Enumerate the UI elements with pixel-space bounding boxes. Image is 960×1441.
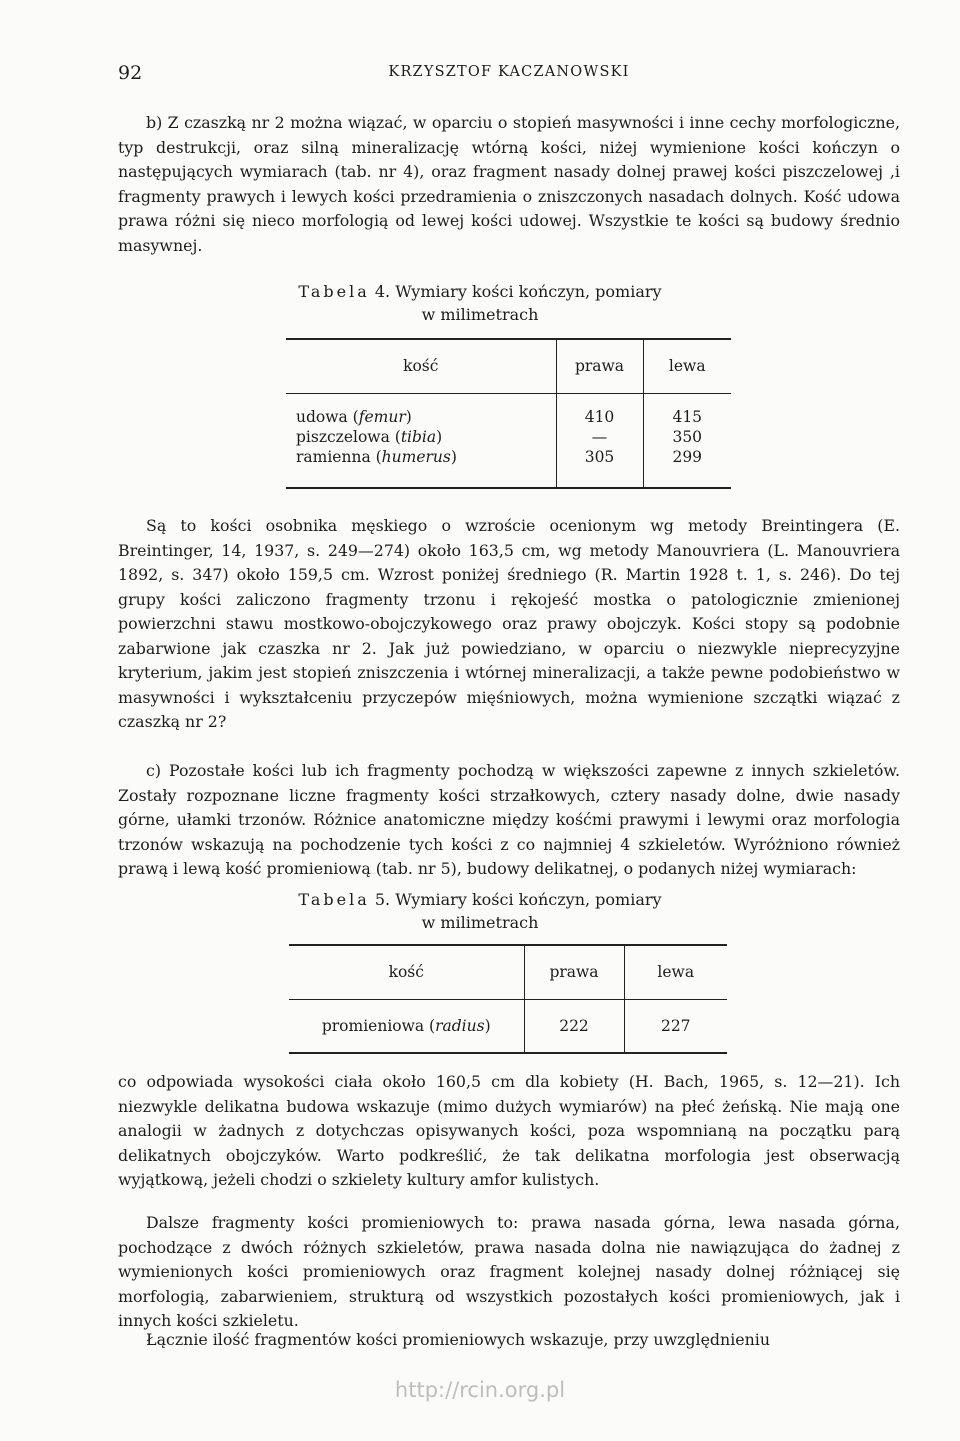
page-number: 92: [118, 62, 143, 84]
footer-url[interactable]: http://rcin.org.pl: [394, 1378, 566, 1402]
table-row: [289, 999, 727, 1053]
value-prawa: 410: [556, 393, 643, 426]
table4-caption: [0, 280, 960, 326]
paragraph-b: b) Z czaszką nr 2 można wiązać, w oparciu o stopień masywności i inne cechy morfologiczne, typ destrukcji, oraz silną mineralizację wtórną kości, niżej wymienione kości kończyn o następujących wymiarach (tab. nr 4), oraz fragment nasady dolnej prawej kości piszczelowej ,i fragmenty prawych i lewych kości przedramienia o zniszczonych nasadach dolnych. Kość udowa prawa różni się nieco morfologią od lewej kości udowej. Wszystkie te kości są budowy średnio masywnej.: [118, 113, 900, 255]
bone-latin: femur: [358, 408, 406, 426]
table-4: [286, 338, 731, 489]
page-header: [118, 62, 900, 88]
bone-latin: humerus: [381, 448, 451, 466]
table4-title: Wymiary kości kończyn, pomiary: [395, 282, 662, 301]
value-lewa: 350: [672, 428, 703, 446]
table-row: [286, 448, 731, 488]
bone-name: promieniowa: [321, 1016, 425, 1035]
table4-caption-line2: w milimetrach: [421, 305, 539, 324]
table5-header-prawa: prawa: [524, 945, 624, 999]
table5-header-lewa: lewa: [657, 963, 695, 982]
table5-label: Tabela: [298, 890, 370, 909]
paragraph-lacznie: Łącznie ilość fragmentów kości promieniowych wskazuje, przy uwzględnieniu: [146, 1330, 771, 1349]
bone-name-cell: ramienna (humerus): [286, 448, 556, 488]
value-prawa: 305: [556, 448, 643, 488]
paragraph-dalsze: Dalsze fragmenty kości promieniowych to: prawa nasada górna, lewa nasada górna, pochodzące z dwóch różnych szkieletów, prawa nasada dolna nie nawiązująca do żadnej z wymienionych kości promieniowych oraz fragment kolejnej nasady dolnej różniącej się morfologią, zabarwieniem, strukturą od wszystkich pozostałych kości promieniowych, jak i innych kości szkieletu.: [118, 1213, 900, 1330]
table4-caption-line1: [0, 280, 960, 303]
table-row: [286, 393, 731, 426]
bone-latin: radius: [435, 1016, 485, 1035]
table4-label: Tabela: [298, 282, 370, 301]
paragraph-sa: Są to kości osobnika męskiego o wzroście ocenionym wg metody Breintingera (E. Breintinger, 14, 1937, s. 249—274) około 163,5 cm, wg metody Manouvriera (L. Manouvriera 1892, s. 347) około 159,5 cm. Wzrost poniżej średniego (R. Martin 1928 t. 1, s. 246). Do tej grupy kości zaliczono fragmenty trzonu i rękojeść mostka o patologicznie zmienionej powierzchni stawu mostkowo-obojczykowego oraz prawy obojczyk. Kości stopy są podobnie zabarwione jak czaszka nr 2. Jak już powiedziano, w oparciu o niezwykle nieprecyzyjne kryterium, jakim jest stopień zniszczenia i wtórnej mineralizacji, a także pewne podobieństwo w masywności i wykształceniu przyczepów mięśniowych, można wymienione szczątki wiązać z czaszką nr 2?: [118, 516, 900, 731]
table4-header-lewa: lewa: [668, 357, 706, 376]
table5-number: 5.: [374, 890, 391, 909]
value-prawa: —: [556, 426, 643, 448]
bone-name-cell: promieniowa (radius): [289, 999, 524, 1053]
paragraph-c: c) Pozostałe kości lub ich fragmenty pochodzą w większości zapewne z innych szkieletów. Zostały rozpoznane liczne fragmenty kości strzałkowych, cztery nasady dolne, dwie nasady górne, ułamki trzonów. Różnice anatomiczne między kośćmi prawymi i lewymi oraz morfologia trzonów wskazują na pochodzenie tych kości z co najmniej 4 szkieletów. Wyróżniono również prawą i lewą kość promieniową (tab. nr 5), budowy delikatnej, o podanych niżej wymiarach:: [118, 761, 900, 878]
table4-header-prawa: prawa: [556, 339, 643, 393]
table4-header-row: [286, 339, 731, 393]
bone-name: piszczelowa: [296, 428, 390, 446]
bone-name-cell: piszczelowa (tibia): [286, 426, 556, 448]
table5-title: Wymiary kości kończyn, pomiary: [395, 890, 662, 909]
paragraph-co: co odpowiada wysokości ciała około 160,5 cm dla kobiety (H. Bach, 1965, s. 12—21). Ich niezwykle delikatna budowa wskazuje (mimo dużych wymiarów) na płeć żeńską. Nie mają one analogii w żadnych z dotychczas opisywanych kości, poza wspomnianą na początku parą delikatnych obojczyków. Warto podkreślić, że tak delikatna morfologia jest obserwacją wyjątkową, jeżeli chodzi o szkielety kultury amfor kulistych.: [118, 1072, 900, 1189]
table4-number: 4.: [374, 282, 391, 301]
value-lewa: 299: [672, 448, 703, 466]
table4-header-kosc: kość: [286, 339, 556, 393]
bone-latin: tibia: [400, 428, 437, 446]
table-5: [289, 944, 727, 1054]
bone-name: udowa: [296, 408, 348, 426]
value-lewa: 415: [672, 408, 703, 426]
table-row: [286, 426, 731, 448]
bone-name-cell: udowa (femur): [286, 393, 556, 426]
table5-caption-line1: [0, 888, 960, 911]
value-prawa: 222: [524, 999, 624, 1053]
table5-caption-line2: w milimetrach: [421, 913, 539, 932]
value-lewa: 227: [660, 1016, 691, 1035]
table5-header-row: [289, 945, 727, 999]
table5-caption: [0, 888, 960, 934]
bone-name: ramienna: [296, 448, 371, 466]
running-head: KRZYSZTOF KACZANOWSKI: [388, 64, 630, 80]
table5-header-kosc: kość: [289, 945, 524, 999]
